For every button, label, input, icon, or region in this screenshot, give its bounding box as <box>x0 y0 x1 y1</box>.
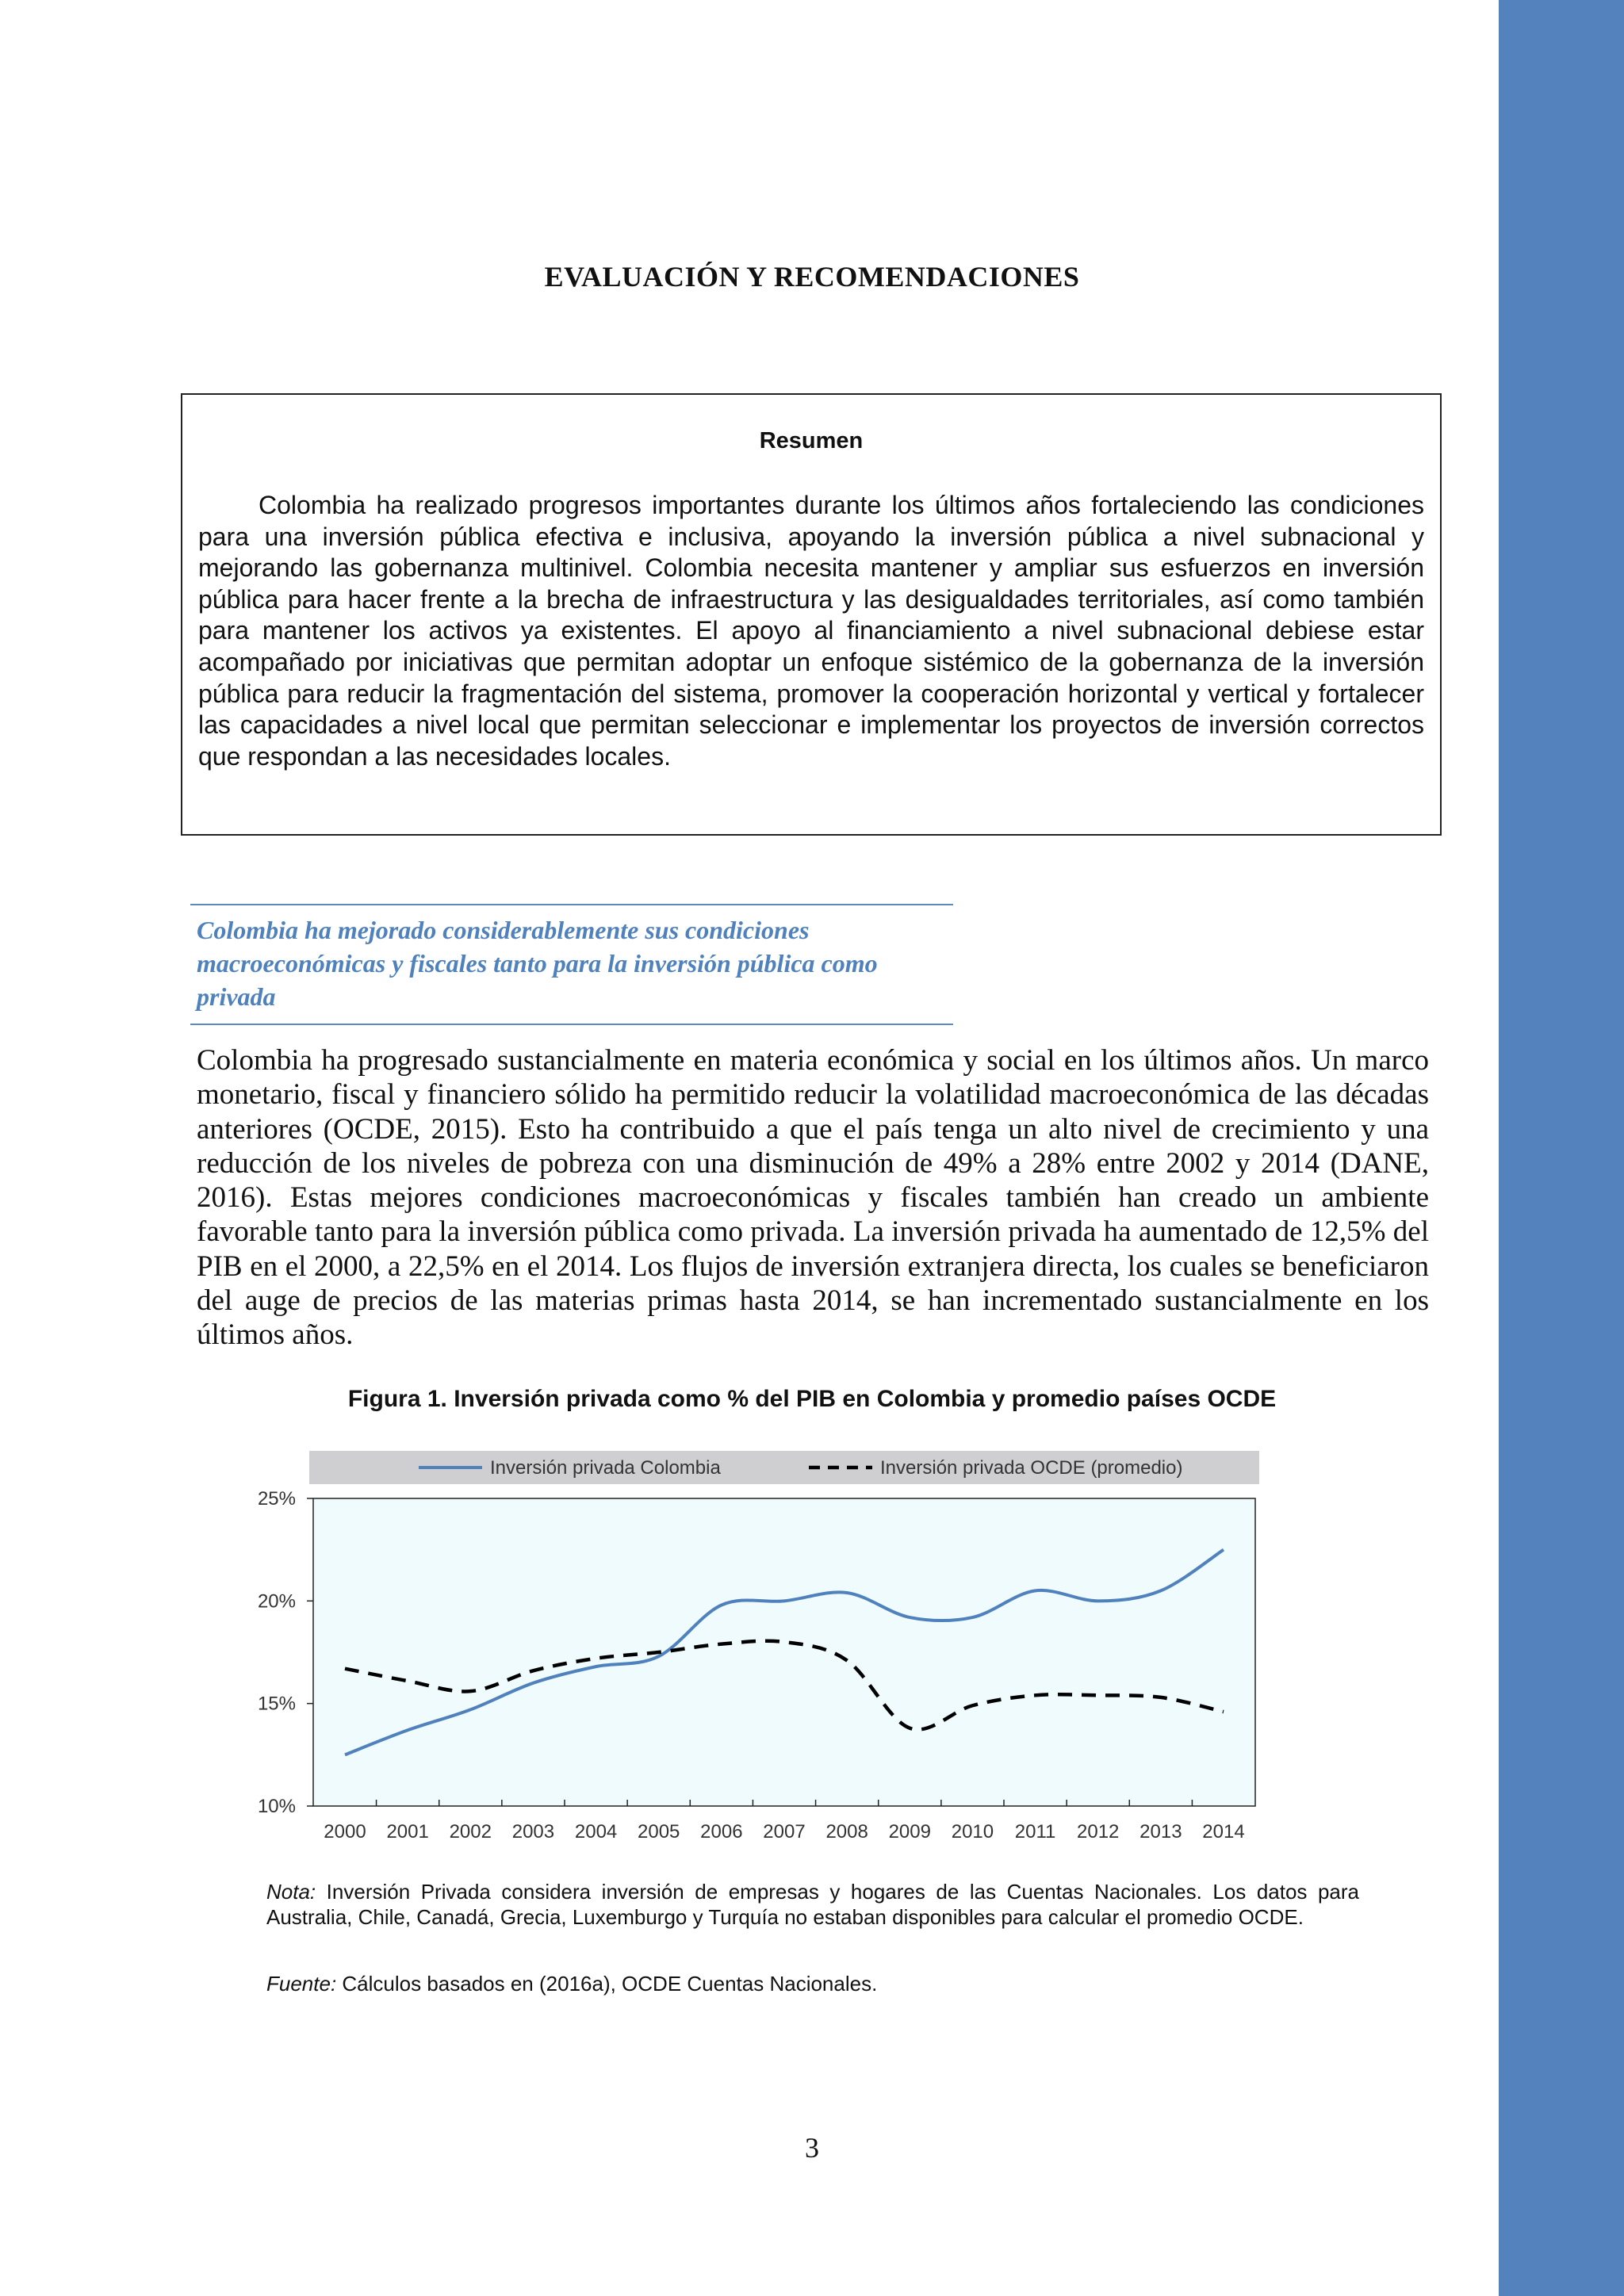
note-label: Nota: <box>266 1880 316 1904</box>
figure-note <box>266 1879 1359 1930</box>
x-tick-label: 2003 <box>511 1821 555 1843</box>
x-tick-label: 2009 <box>888 1821 931 1843</box>
line-chart <box>238 1443 1269 1855</box>
section-heading-text: Colombia ha mejorado considerablemente sus condiciones macroeconómicas y fiscales tanto para la inversión pública como privada <box>197 916 878 1011</box>
legend-label: Inversión privada OCDE (promedio) <box>880 1457 1183 1479</box>
figure-title: Figura 1. Inversión privada como % del PIB en Colombia y promedio países OCDE <box>347 1386 1277 1412</box>
x-tick-label: 2004 <box>574 1821 618 1843</box>
page-title: EVALUACIÓN Y RECOMENDACIONES <box>544 261 1080 293</box>
x-tick-label: 2002 <box>449 1821 492 1843</box>
page-number: 3 <box>805 2132 819 2164</box>
x-tick-label: 2001 <box>386 1821 429 1843</box>
y-tick-label: 25% <box>257 1488 296 1510</box>
summary-box <box>181 393 1442 836</box>
x-tick-label: 2010 <box>951 1821 994 1843</box>
legend-label: Inversión privada Colombia <box>490 1457 721 1479</box>
note-text: Inversión Privada considera inversión de empresas y hogares de las Cuentas Nacionales. Los datos para Australia, Chile, Canadá, Grecia, Luxemburgo y Turquía no estaban disponibles para calcular el promedio OCDE. <box>266 1880 1359 1929</box>
x-tick-label: 2000 <box>324 1821 366 1843</box>
side-color-bar <box>1499 0 1624 2296</box>
source-text: Cálculos basados en (2016a), OCDE Cuentas Nacionales. <box>336 1972 878 1996</box>
summary-title: Resumen <box>759 428 864 453</box>
x-tick-label: 2014 <box>1202 1821 1245 1843</box>
x-tick-label: 2013 <box>1139 1821 1182 1843</box>
y-tick-label: 20% <box>257 1590 296 1613</box>
x-tick-label: 2011 <box>1014 1821 1056 1843</box>
x-tick-label: 2007 <box>763 1821 806 1843</box>
y-tick-label: 15% <box>257 1693 296 1715</box>
x-tick-label: 2008 <box>825 1821 868 1843</box>
x-tick-label: 2005 <box>638 1821 680 1843</box>
main-paragraph: Colombia ha progresado sustancialmente en materia económica y social en los últimos años. Un marco monetario, fiscal y financiero sólido ha permitido reducir la volatilidad macroeconómica de las décadas anteriores (OCDE, 2015). Esto ha contribuido a que el país tenga un alto nivel de crecimiento y una reducción de los niveles de pobreza con una disminución de 49% a 28% entre 2002 y 2014 (DANE, 2016). Estas mejores condiciones macroeconómicas y fiscales también han creado un ambiente favorable tanto para la inversión pública como privada. La inversión privada ha aumentado de 12,5% del PIB en el 2000, a 22,5% en el 2014. Los flujos de inversión extranjera directa, los cuales se beneficiaron del auge de precios de las materias primas hasta 2014, se han incrementado sustancialmente en los últimos años. <box>197 1044 1429 1352</box>
plot-area <box>313 1498 1255 1806</box>
figure-source <box>266 1971 1359 1996</box>
source-label: Fuente: <box>266 1972 337 1996</box>
section-heading <box>190 904 953 1025</box>
x-tick-label: 2006 <box>700 1821 743 1843</box>
x-tick-label: 2012 <box>1077 1821 1120 1843</box>
y-tick-label: 10% <box>257 1796 296 1817</box>
summary-body: Colombia ha realizado progresos importantes durante los últimos años fortaleciendo las condiciones para una inversión pública efectiva e inclusiva, apoyando la inversión pública a nivel subnacional y mejorando las gobernanza multinivel. Colombia necesita mantener y ampliar sus esfuerzos en inversión pública para hacer frente a la brecha de infraestructura y las desigualdades territoriales, así como también para mantener los activos ya existentes. El apoyo al financiamiento a nivel subnacional debiese estar acompañado por iniciativas que permitan adoptar un enfoque sistémico de la gobernanza de la inversión pública para reducir la fragmentación del sistema, promover la cooperación horizontal y vertical y fortalecer las capacidades a nivel local que permitan seleccionar e implementar los proyectos de inversión correctos que respondan a las necesidades locales. <box>198 491 1424 771</box>
